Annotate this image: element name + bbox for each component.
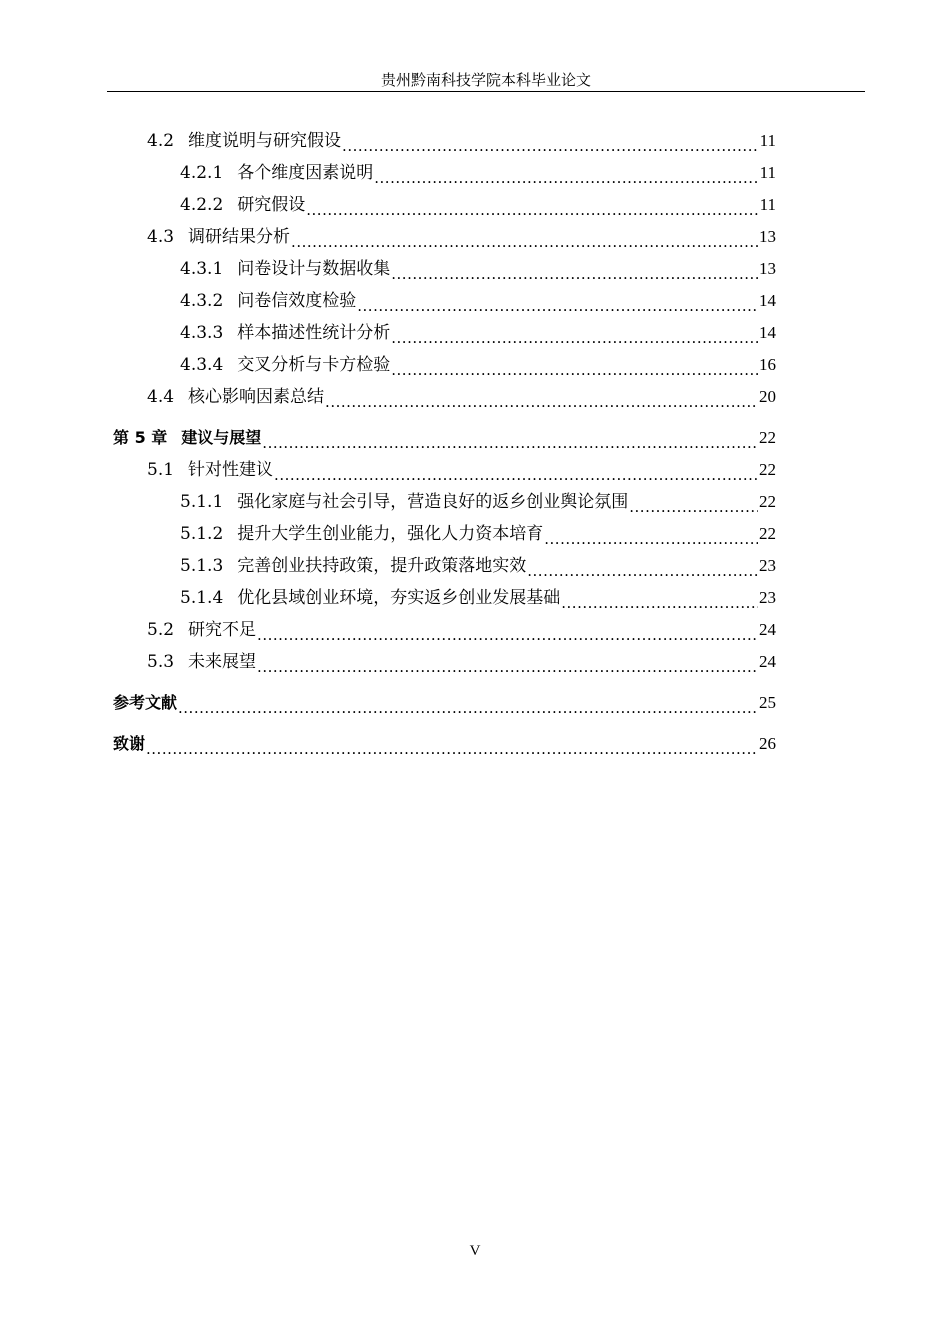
toc-entry-number: 4.3.2	[180, 291, 224, 311]
toc-entry-number: 4.3.1	[180, 259, 224, 279]
toc-entry[interactable]	[113, 125, 776, 157]
toc-entry[interactable]	[113, 486, 776, 518]
toc-entry[interactable]	[113, 454, 776, 486]
toc-dot-leader	[274, 454, 758, 486]
toc-dot-leader	[146, 728, 758, 760]
toc-dot-leader	[306, 189, 758, 221]
page-number: V	[469, 1243, 481, 1259]
toc-entry-page: 22	[759, 428, 776, 447]
toc-dot-leader	[178, 687, 758, 719]
toc-entry-title: 强化家庭与社会引导，营造良好的返乡创业舆论氛围	[237, 492, 629, 512]
toc-entry[interactable]	[113, 582, 776, 614]
toc-entry-title: 维度说明与研究假设	[188, 131, 342, 151]
toc-entry-title: 问卷信效度检验	[237, 291, 357, 311]
toc-entry-title: 完善创业扶持政策，提升政策落地实效	[237, 556, 527, 576]
toc-entry-title: 提升大学生创业能力，强化人力资本培育	[237, 524, 544, 544]
page-header: 贵州黔南科技学院本科毕业论文	[380, 71, 591, 89]
toc-entry-page: 11	[759, 195, 776, 214]
toc-entry-page: 20	[759, 387, 776, 406]
toc-dot-leader	[527, 550, 758, 582]
toc-entry-title: 参考文献	[113, 693, 178, 712]
toc-dot-leader	[544, 518, 758, 550]
toc-entry-title: 未来展望	[188, 652, 257, 672]
toc-entry[interactable]	[113, 550, 776, 582]
toc-entry-number: 5.1	[147, 460, 175, 480]
toc-entry-page: 24	[759, 652, 776, 671]
toc-dot-leader	[257, 614, 758, 646]
toc-entry-number: 4.2	[147, 131, 175, 151]
table-of-contents	[113, 125, 776, 760]
toc-entry[interactable]	[113, 285, 776, 317]
toc-dot-leader	[561, 582, 758, 614]
toc-entry-number: 4.3.3	[180, 323, 224, 343]
toc-entry-number: 5.3	[147, 652, 175, 672]
toc-entry-page: 22	[759, 460, 776, 479]
toc-entry-number: 4.2.2	[180, 195, 224, 215]
toc-entry-page: 23	[759, 588, 776, 607]
toc-entry[interactable]	[113, 157, 776, 189]
toc-dot-leader	[374, 157, 758, 189]
toc-entry-title: 研究不足	[188, 620, 257, 640]
toc-entry-page: 14	[759, 323, 776, 342]
toc-entry[interactable]	[113, 518, 776, 550]
toc-dot-leader	[391, 349, 758, 381]
toc-entry[interactable]	[113, 253, 776, 285]
toc-dot-leader	[257, 646, 758, 678]
toc-entry-title: 针对性建议	[188, 460, 274, 480]
toc-entry-page: 11	[759, 163, 776, 182]
toc-entry-page: 11	[759, 131, 776, 150]
toc-entry[interactable]	[113, 646, 776, 678]
toc-entry-page: 24	[759, 620, 776, 639]
toc-entry-number: 4.4	[147, 387, 175, 407]
toc-entry-page: 25	[759, 693, 776, 712]
toc-dot-leader	[342, 125, 759, 157]
toc-entry-number: 5.1.2	[180, 524, 224, 544]
toc-entry[interactable]	[113, 317, 776, 349]
toc-dot-leader	[629, 486, 758, 518]
toc-entry-number: 4.3.4	[180, 355, 224, 375]
toc-entry-title: 研究假设	[237, 195, 306, 215]
toc-entry-title: 调研结果分析	[188, 227, 291, 247]
toc-entry-title: 问卷设计与数据收集	[237, 259, 391, 279]
toc-entry-page: 22	[759, 524, 776, 543]
toc-entry-page: 26	[759, 734, 776, 753]
toc-entry[interactable]	[113, 614, 776, 646]
header-rule	[107, 91, 865, 92]
toc-dot-leader	[291, 221, 758, 253]
toc-dot-leader	[357, 285, 758, 317]
toc-entry-number: 4.3	[147, 227, 175, 247]
toc-entry[interactable]	[113, 381, 776, 413]
toc-dot-leader	[262, 422, 758, 454]
toc-entry-number: 5.2	[147, 620, 175, 640]
toc-entry[interactable]	[113, 422, 776, 454]
toc-entry-page: 23	[759, 556, 776, 575]
toc-entry-title: 致谢	[113, 734, 146, 753]
toc-entry-number: 5.1.1	[180, 492, 224, 512]
toc-entry[interactable]	[113, 687, 776, 719]
toc-entry-title: 样本描述性统计分析	[237, 323, 391, 343]
toc-dot-leader	[325, 381, 758, 413]
toc-entry-number: 5.1.4	[180, 588, 224, 608]
toc-entry-number: 第 5 章	[113, 428, 168, 447]
toc-entry-number: 4.2.1	[180, 163, 224, 183]
toc-entry-page: 13	[759, 227, 776, 246]
toc-entry[interactable]	[113, 221, 776, 253]
toc-entry-page: 22	[759, 492, 776, 511]
toc-entry-number: 5.1.3	[180, 556, 224, 576]
toc-entry[interactable]	[113, 189, 776, 221]
toc-entry-page: 14	[759, 291, 776, 310]
toc-entry-page: 13	[759, 259, 776, 278]
toc-dot-leader	[391, 253, 758, 285]
toc-entry-title: 交叉分析与卡方检验	[237, 355, 391, 375]
toc-entry-title: 优化县域创业环境，夯实返乡创业发展基础	[237, 588, 561, 608]
toc-entry-title: 建议与展望	[181, 428, 262, 447]
toc-dot-leader	[391, 317, 758, 349]
toc-entry[interactable]	[113, 728, 776, 760]
toc-entry-title: 各个维度因素说明	[237, 163, 374, 183]
toc-entry-title: 核心影响因素总结	[188, 387, 325, 407]
toc-entry-page: 16	[759, 355, 776, 374]
toc-entry[interactable]	[113, 349, 776, 381]
